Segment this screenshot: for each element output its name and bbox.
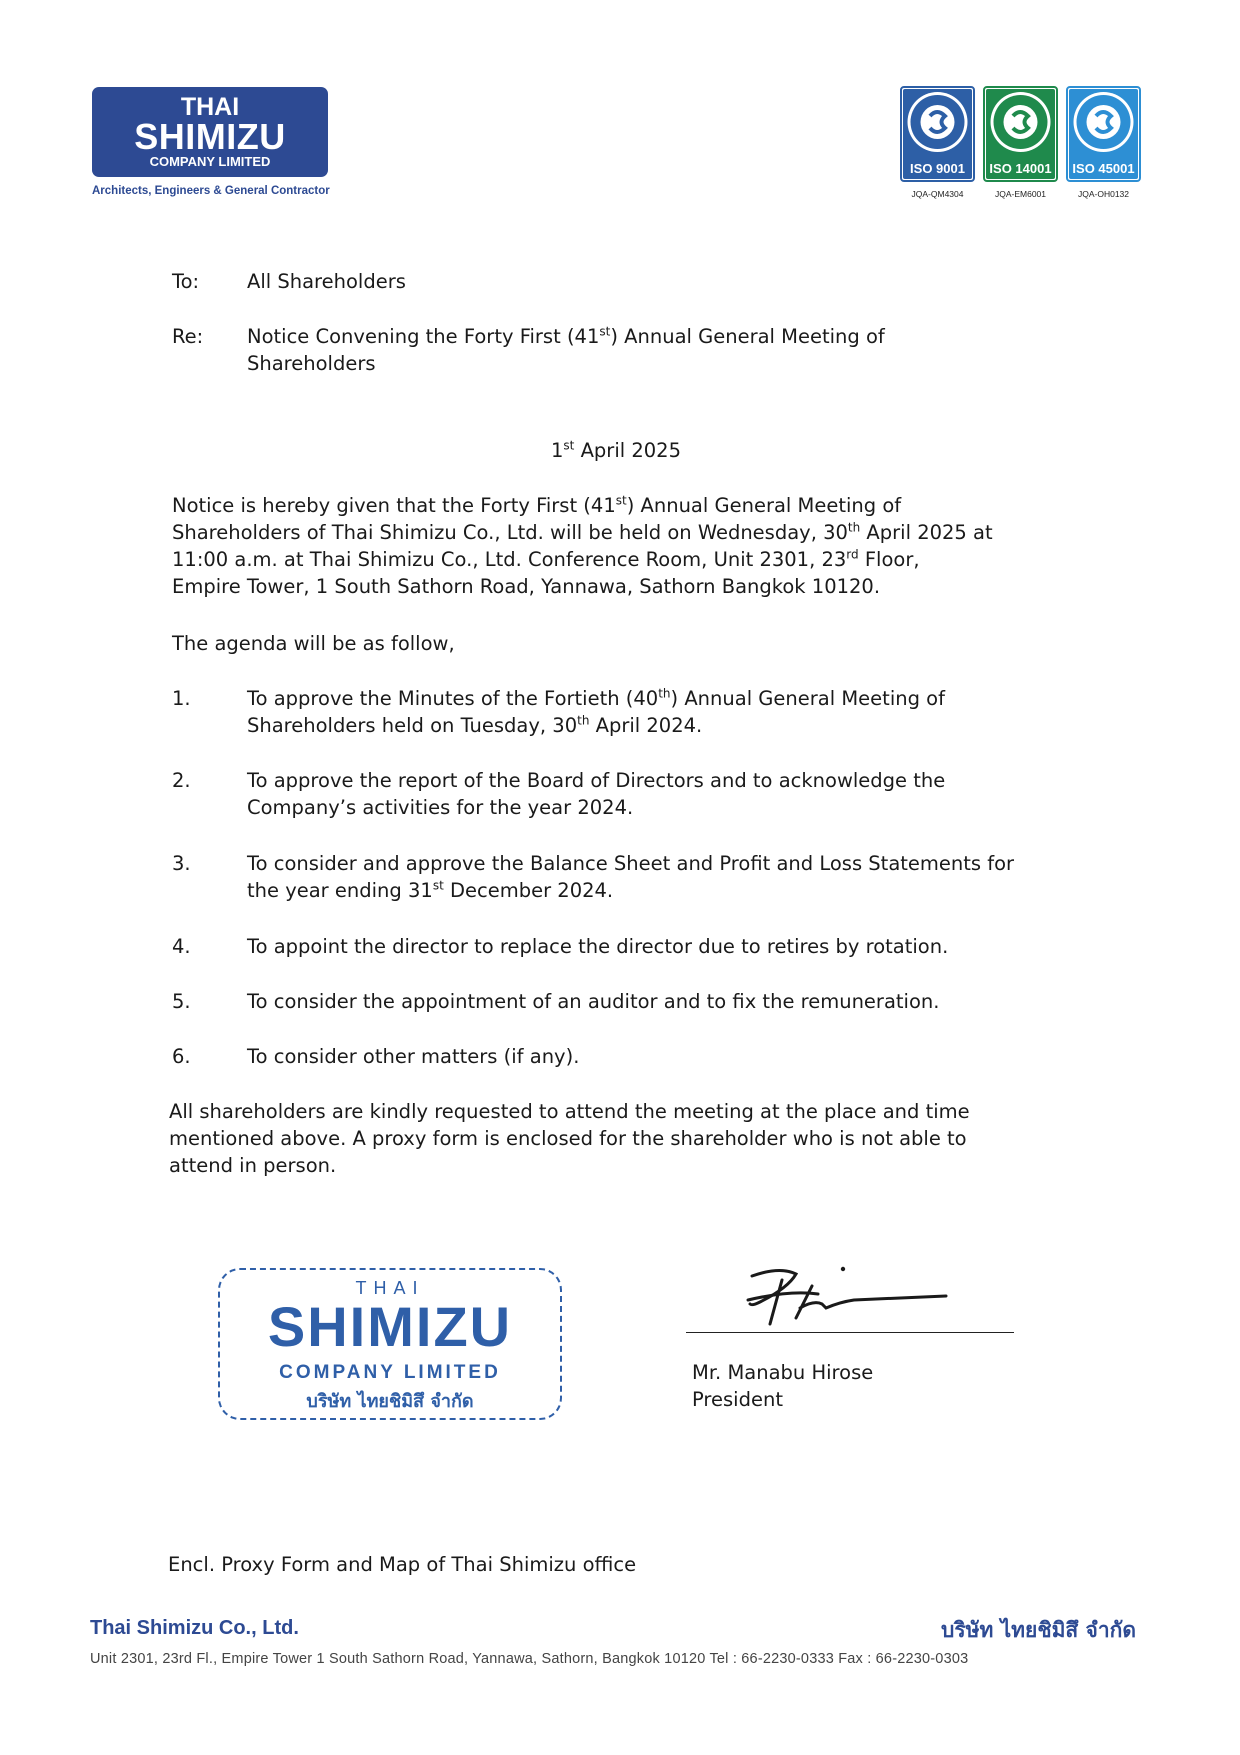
handwritten-signature — [730, 1262, 960, 1332]
iso-14001-code: JQA-EM6001 — [994, 189, 1047, 199]
enclosure-note: Encl. Proxy Form and Map of Thai Shimizu office — [168, 1553, 637, 1576]
iso-14001-label: ISO 14001 — [989, 161, 1052, 176]
stamp-shimizu-text: SHIMIZU — [267, 1295, 513, 1358]
agenda-item-6-number: 6. — [172, 1045, 191, 1068]
notice-line-4: Empire Tower, 1 South Sathorn Road, Yannawa, Sathorn Bangkok 10120. — [172, 575, 881, 598]
notice-line-3: 11:00 a.m. at Thai Shimizu Co., Ltd. Conference Room, Unit 2301, 23rd Floor, — [172, 547, 920, 571]
footer-company-name-thai: บริษัท ไทยชิมิสึ จำกัด — [941, 1617, 1136, 1642]
agenda-intro: The agenda will be as follow, — [172, 632, 455, 655]
notice-line-1: Notice is hereby given that the Forty First (41st) Annual General Meeting of — [172, 493, 902, 517]
company-tagline: Architects, Engineers & General Contractor — [92, 185, 330, 197]
signatory-name: Mr. Manabu Hirose — [692, 1361, 874, 1384]
notice-paragraph — [172, 492, 1072, 600]
agenda-item-1-number: 1. — [172, 687, 191, 710]
logo-shimizu-text: SHIMIZU — [134, 116, 286, 157]
closing-paragraph: All shareholders are kindly requested to attend the meeting at the place and time mentioned above. A proxy form is enclosed for the shareholder who is not able to attend in person. — [169, 1100, 970, 1177]
company-seal-stamp — [218, 1268, 562, 1420]
agenda-item-4: To appoint the director to replace the director due to retires by rotation. — [247, 935, 949, 958]
agenda-item-2-number: 2. — [172, 769, 191, 792]
footer-company-name: Thai Shimizu Co., Ltd. — [90, 1617, 299, 1639]
company-logo — [92, 87, 328, 177]
re-label: Re: — [172, 325, 204, 348]
to-label: To: — [172, 270, 200, 293]
agenda-item-6: To consider other matters (if any). — [247, 1045, 580, 1068]
iso-9001-code: JQA-QM4304 — [911, 189, 964, 199]
to-value: All Shareholders — [247, 270, 406, 293]
signatory-title: President — [692, 1388, 783, 1411]
agenda-item-3-number: 3. — [172, 852, 191, 875]
iso-9001-label: ISO 9001 — [910, 161, 965, 176]
logo-company-text: COMPANY LIMITED — [149, 154, 271, 169]
letter-date: 1st April 2025 — [551, 438, 681, 462]
iso-45001-label: ISO 45001 — [1072, 161, 1135, 176]
iso-45001-code: JQA-OH0132 — [1077, 189, 1130, 199]
signature-line — [686, 1332, 1014, 1333]
agenda-item-1: To approve the Minutes of the Fortieth (40th) Annual General Meeting of Shareholders held on Tuesday, 30th April 2024. — [247, 686, 945, 737]
iso-9001-badge — [900, 86, 975, 199]
stamp-thai-text: THAI — [355, 1278, 425, 1298]
logo-thai-text: THAI — [180, 93, 240, 121]
agenda-item-5: To consider the appointment of an auditor and to fix the remuneration. — [247, 990, 940, 1013]
agenda-item-4-number: 4. — [172, 935, 191, 958]
re-subject-line-1: Notice Convening the Forty First (41st) Annual General Meeting of — [247, 324, 885, 348]
iso-45001-badge — [1066, 86, 1141, 199]
notice-line-2: Shareholders of Thai Shimizu Co., Ltd. will be held on Wednesday, 30th April 2025 at — [172, 520, 993, 544]
footer-address: Unit 2301, 23rd Fl., Empire Tower 1 South Sathorn Road, Yannawa, Sathorn, Bangkok 10120 Tel : 66-2230-0333 Fax : 66-2230-0303 — [90, 1651, 969, 1667]
re-subject-line-2: Shareholders — [247, 352, 376, 375]
stamp-company-text: COMPANY LIMITED — [279, 1362, 501, 1383]
iso-14001-badge — [983, 86, 1058, 199]
stamp-thai-name: บริษัท ไทยชิมิสึ จำกัด — [306, 1391, 474, 1412]
agenda-item-5-number: 5. — [172, 990, 191, 1013]
agenda-item-2: To approve the report of the Board of Directors and to acknowledge the Company’s activities for the year 2024. — [247, 769, 946, 819]
agenda-item-3: To consider and approve the Balance Sheet and Profit and Loss Statements for the year ending 31st December 2024. — [247, 852, 1015, 902]
